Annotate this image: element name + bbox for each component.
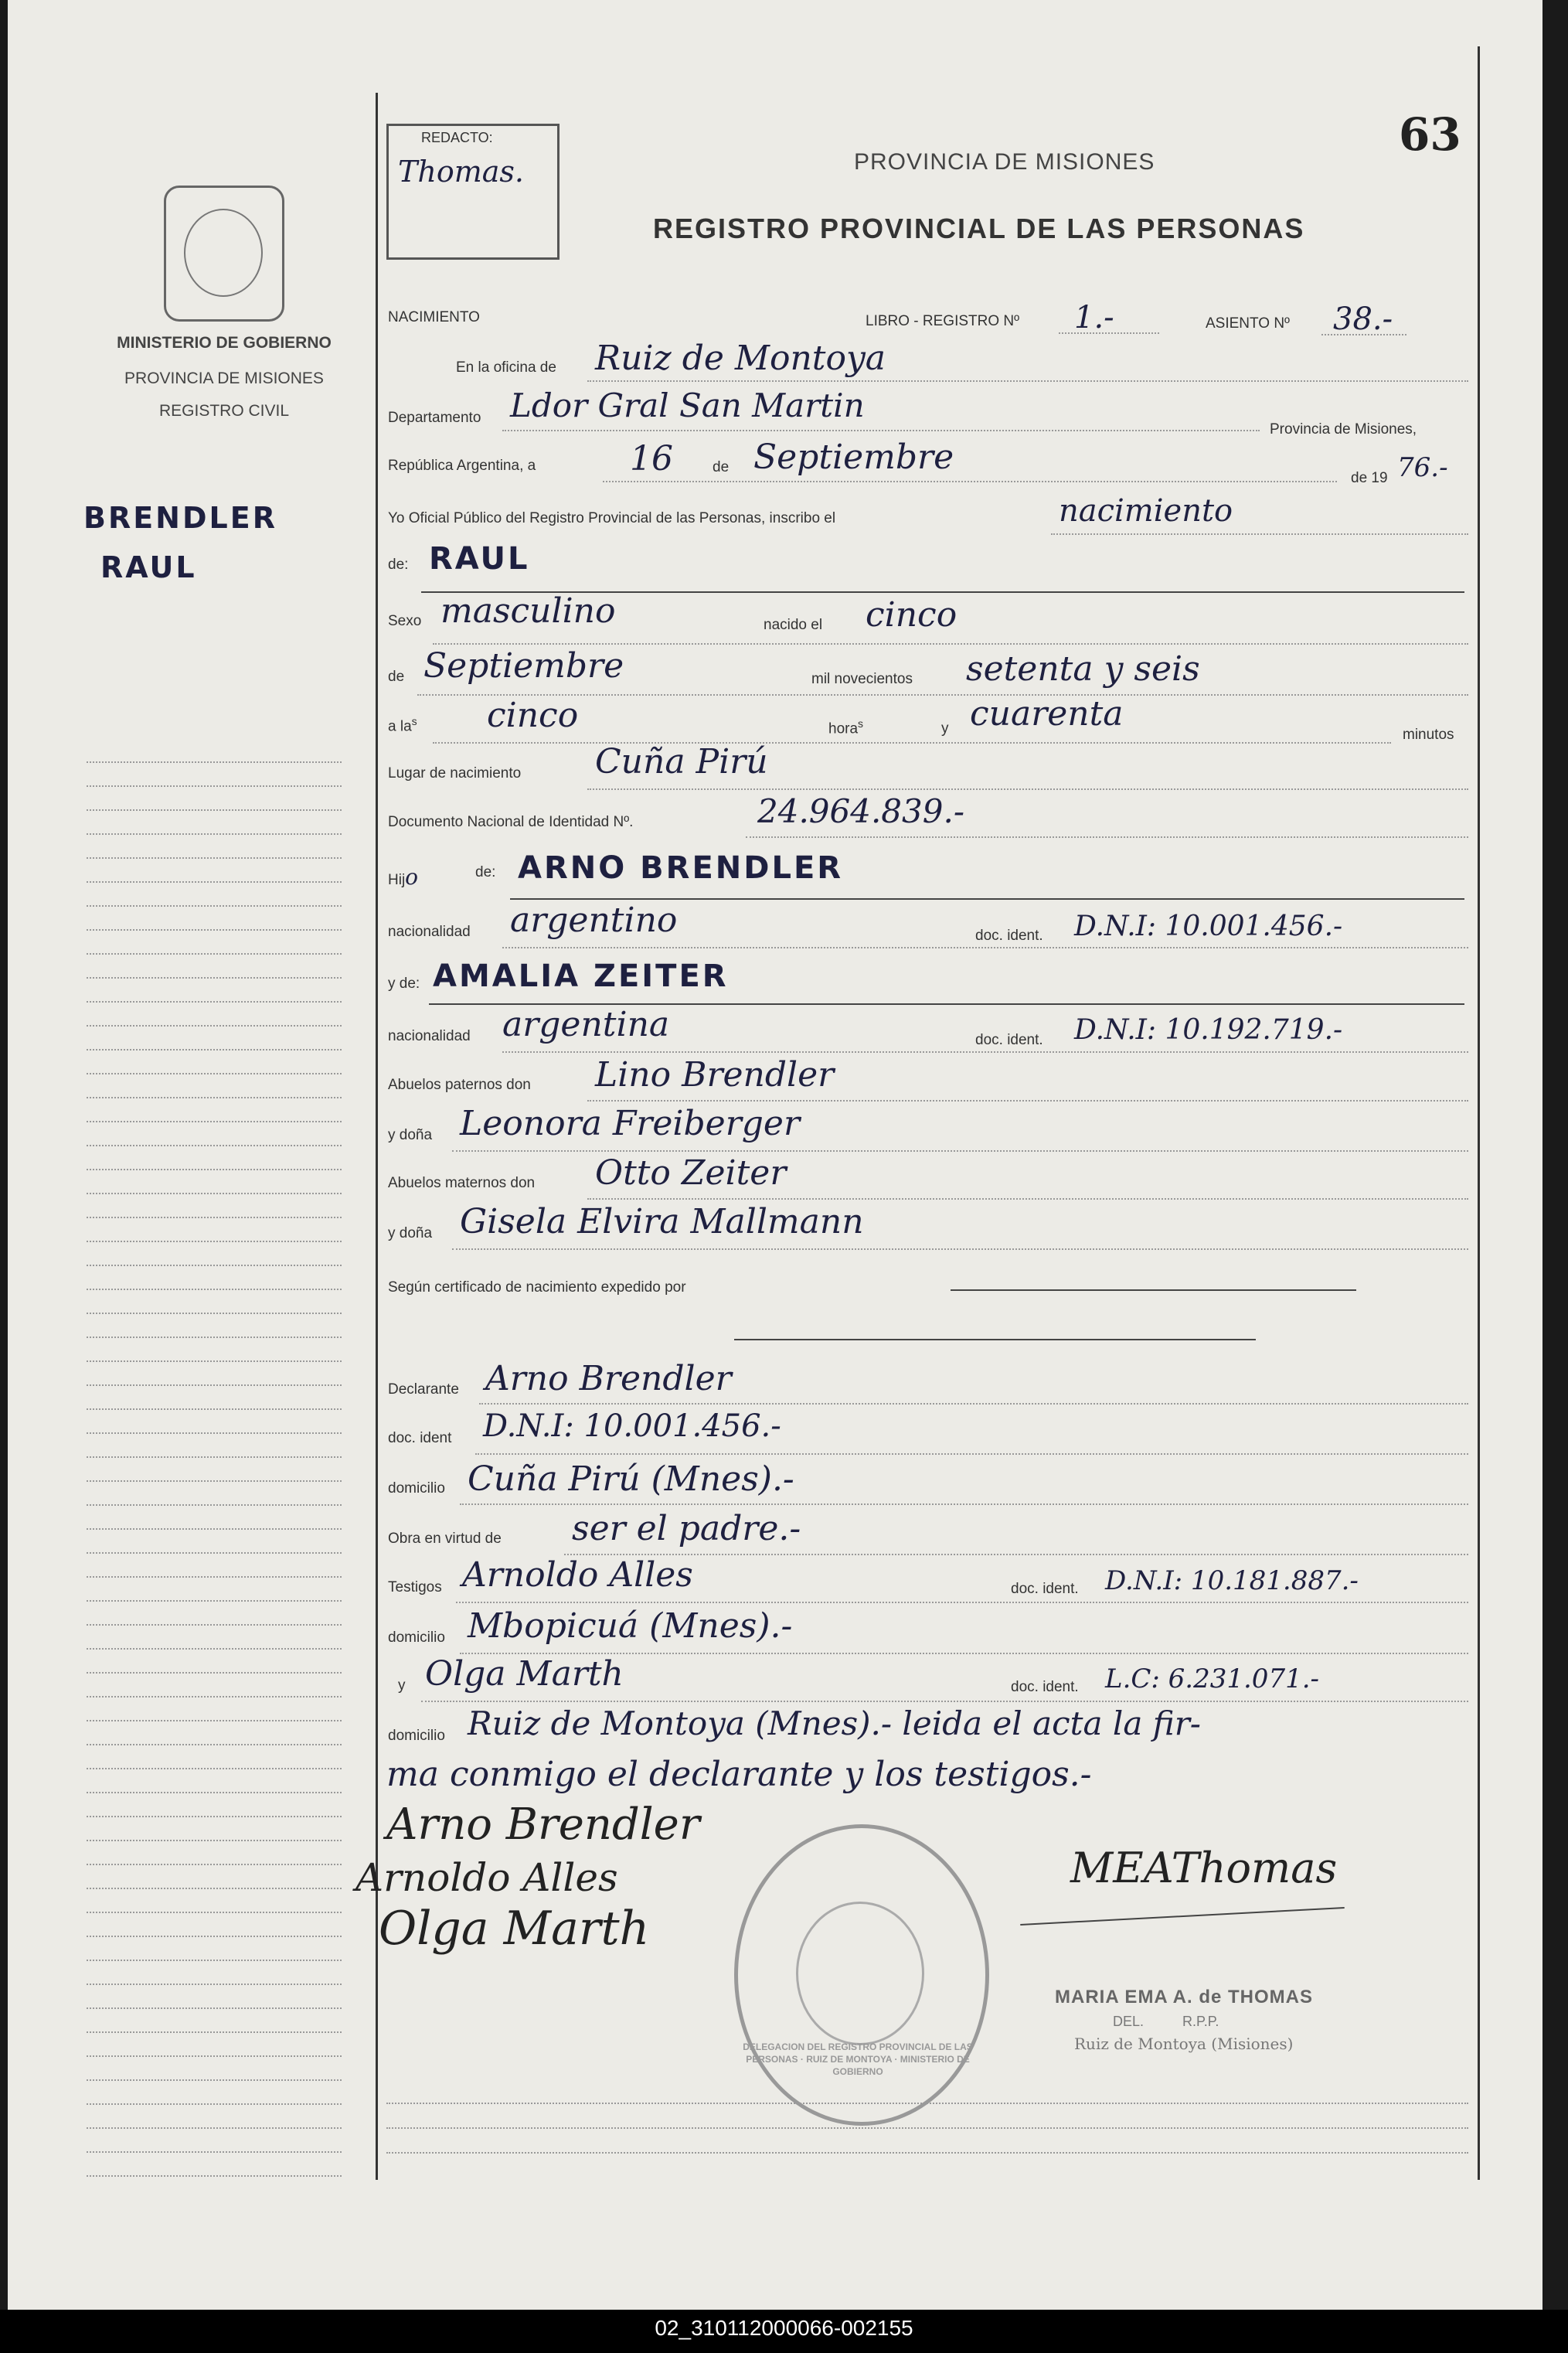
margin-rule-line <box>87 1025 342 1027</box>
official-place: Ruiz de Montoya (Misiones) <box>1074 2035 1294 2053</box>
margin-rule-line <box>87 1816 342 1817</box>
testigo1-line <box>456 1602 1468 1603</box>
signature-official: MEAThomas <box>1070 1844 1338 1892</box>
margin-rule-line <box>87 1480 342 1482</box>
margin-rule-line <box>87 2055 342 2057</box>
margin-rule-line <box>87 1265 342 1266</box>
fecha-line <box>603 481 1337 482</box>
obra-line <box>564 1554 1468 1555</box>
margin-rule-line <box>87 2103 342 2105</box>
margin-rule-line <box>87 1792 342 1793</box>
lugar-label: Lugar de nacimiento <box>388 765 522 781</box>
padre-nac-label: nacionalidad <box>388 924 471 940</box>
libro-label: LIBRO - REGISTRO Nº <box>866 313 1020 329</box>
documento-line <box>746 836 1468 838</box>
margin-rule-line <box>87 1121 342 1122</box>
nombre-value: RAUL <box>429 541 530 577</box>
abuelo-pat-line <box>587 1100 1468 1102</box>
margin-rule-line <box>87 929 342 931</box>
oficina-value: Ruiz de Montoya <box>595 339 886 378</box>
lugar-value: Cuña Pirú <box>595 742 768 781</box>
abuela-mat-label: y doña <box>388 1225 433 1241</box>
nacido-value: cinco <box>866 595 957 635</box>
nacido-label: nacido el <box>764 617 823 633</box>
margin-rule-line <box>87 1864 342 1865</box>
province-heading: PROVINCIA DE MISIONES <box>854 149 1155 175</box>
margin-surname: BRENDLER <box>83 501 277 535</box>
testigo1-value: Arnoldo Alles <box>462 1555 693 1595</box>
testigo2-value: Olga Marth <box>425 1654 624 1694</box>
ministry-seal-inner-icon <box>184 209 263 297</box>
testigo2-dom-value: Ruiz de Montoya (Mnes).- leida el acta la fir- <box>468 1704 1201 1742</box>
ala-label: a $la^s$ <box>388 715 417 735</box>
de3-label: de: <box>475 864 496 880</box>
de-nombre-label: de: <box>388 557 409 573</box>
margin-rule-line <box>87 1528 342 1530</box>
type-label: NACIMIENTO <box>388 309 480 325</box>
obra-value: ser el padre.- <box>572 1509 801 1548</box>
margin-rule-line <box>87 905 342 907</box>
declarante-dom-value: Cuña Pirú (Mnes).- <box>468 1459 794 1499</box>
hora-line <box>433 742 1391 744</box>
body-rule-line <box>386 2152 1468 2154</box>
madre-value: AMALIA ZEITER <box>433 959 729 994</box>
departamento-value: Ldor Gral San Martin <box>510 386 865 424</box>
margin-rule-line <box>87 1504 342 1506</box>
republica-label: República Argentina, a <box>388 458 536 474</box>
madre-doc-value: D.N.I: 10.192.719.- <box>1074 1014 1343 1046</box>
de19-label: de 19 <box>1351 470 1388 486</box>
margin-rule-line <box>87 1672 342 1674</box>
inscribo-value: nacimiento <box>1059 493 1233 529</box>
inscribo-line <box>1051 533 1468 535</box>
page-number: 63 <box>1399 108 1461 161</box>
margin-rule-line <box>87 857 342 859</box>
padre-doc-label: doc. ident. <box>975 928 1043 944</box>
declarante-label: Declarante <box>388 1381 459 1398</box>
margin-rule-line <box>87 1984 342 1985</box>
yde-label: y de: <box>388 976 420 992</box>
madre-nac-line <box>502 1051 1468 1053</box>
margin-rule-line <box>87 809 342 811</box>
margin-rule-line <box>87 1289 342 1290</box>
testigo1-dom-value: Mbopicuá (Mnes).- <box>468 1606 793 1646</box>
margin-rule-line <box>87 1456 342 1458</box>
abuelos-mat-label: Abuelos maternos don <box>388 1175 536 1191</box>
testigo2-dom-label: domicilio <box>388 1728 445 1744</box>
margin-rule-line <box>87 1936 342 1937</box>
margin-rule-line <box>87 1696 342 1697</box>
padre-value: ARNO BRENDLER <box>518 850 844 886</box>
margin-rule-line <box>87 1720 342 1721</box>
margin-rule-line <box>87 977 342 979</box>
margin-rule-line <box>87 1241 342 1242</box>
madre-doc-label: doc. ident. <box>975 1032 1043 1048</box>
redacto-value: Thomas. <box>398 155 524 189</box>
ministry-line2: PROVINCIA DE MISIONES <box>124 369 324 387</box>
closing-value: ma conmigo el declarante y los testigos.- <box>386 1755 1092 1794</box>
ministry-line3: REGISTRO CIVIL <box>158 402 290 420</box>
libro-value: 1.- <box>1074 300 1114 335</box>
margin-rule-line <box>87 785 342 787</box>
right-margin-rule <box>1478 116 1480 2180</box>
declarante-line <box>479 1403 1468 1405</box>
testigo2-doc-label: doc. ident. <box>1011 1679 1079 1695</box>
testigos-label: Testigos <box>388 1579 442 1595</box>
departamento-line <box>502 430 1260 431</box>
asiento-line <box>1321 334 1406 335</box>
margin-rule-line <box>87 1912 342 1913</box>
margin-rule-line <box>87 1193 342 1194</box>
sexo-value: masculino <box>440 591 616 631</box>
padre-doc-value: D.N.I: 10.001.456.- <box>1074 911 1343 942</box>
segun-line <box>951 1289 1356 1291</box>
margin-rule-line <box>87 2031 342 2033</box>
margin-rule-line <box>87 1600 342 1602</box>
declarante-doc-value: D.N.I: 10.001.456.- <box>483 1408 781 1444</box>
abuela-pat-label: y doña <box>388 1127 433 1143</box>
declarante-doc-line <box>475 1453 1468 1455</box>
margin-rule-line <box>87 1049 342 1051</box>
margin-rule-line <box>87 1384 342 1386</box>
abuelo-pat-value: Lino Brendler <box>595 1055 835 1095</box>
sexo-line <box>433 643 1468 645</box>
mes2-value: Septiembre <box>423 646 624 686</box>
margin-rule-line <box>87 953 342 955</box>
margin-rule-line <box>87 1768 342 1769</box>
y2-label: y <box>398 1677 406 1694</box>
margin-rule-line <box>87 1097 342 1098</box>
signature-testigo1: Arnoldo Alles <box>355 1855 618 1900</box>
abuela-mat-value: Gisela Elvira Mallmann <box>460 1202 864 1241</box>
declarante-dom-label: domicilio <box>388 1480 445 1497</box>
abuela-pat-line <box>452 1150 1468 1152</box>
margin-rule-line <box>87 1145 342 1146</box>
madre-nac-value: argentina <box>502 1005 670 1044</box>
oficina-line <box>587 380 1468 382</box>
padre-nac-value: argentino <box>510 901 678 940</box>
testigo1-dom-label: domicilio <box>388 1629 445 1646</box>
margin-rule-line <box>87 881 342 883</box>
testigo2-line <box>421 1701 1468 1702</box>
margin-rule-line <box>87 1169 342 1170</box>
margin-rule-line <box>87 1744 342 1745</box>
padre-nac-line <box>502 947 1468 948</box>
margin-rule-line <box>87 1432 342 1434</box>
margin-rule-line <box>87 1001 342 1003</box>
signature-declarante: Arno Brendler <box>386 1800 700 1850</box>
asiento-value: 38.- <box>1333 301 1393 337</box>
margin-rule-line <box>87 1313 342 1314</box>
body-rule-line <box>386 2103 1468 2104</box>
segun-line-2 <box>734 1339 1256 1340</box>
departamento-label: Departamento <box>388 410 481 426</box>
abuela-mat-line <box>452 1248 1468 1250</box>
oficial-label: Yo Oficial Público del Registro Provincial de las Personas, inscribo el <box>388 510 836 526</box>
obra-label: Obra en virtud de <box>388 1531 502 1547</box>
abuelo-mat-line <box>587 1198 1468 1200</box>
testigo2-doc-value: L.C: 6.231.071.- <box>1105 1663 1319 1694</box>
mil-label: mil novecientos <box>811 671 913 687</box>
declarante-doc-label: doc. ident <box>388 1430 452 1446</box>
oficina-label: En la oficina de <box>456 359 556 376</box>
ministry-line1: MINISTERIO DE GOBIERNO <box>117 334 332 352</box>
footer-id: 02_310112000066-002155 <box>655 2316 913 2340</box>
margin-rule-line <box>87 1888 342 1889</box>
margin-rule-line <box>87 2127 342 2129</box>
margin-rule-line <box>87 1073 342 1074</box>
margin-rule-line <box>87 2151 342 2153</box>
margin-rule-line <box>87 2175 342 2177</box>
minutos-label: minutos <box>1403 727 1454 743</box>
madre-nac-label: nacionalidad <box>388 1028 471 1044</box>
official-name: MARIA EMA A. de THOMAS <box>1055 1987 1313 2007</box>
margin-name: RAUL <box>100 550 197 584</box>
documento-value: 24.964.839.- <box>757 792 965 830</box>
provincia-label: Provincia de Misiones, <box>1270 421 1417 438</box>
margin-rule-line <box>87 2007 342 2009</box>
de-label: de <box>713 459 730 475</box>
documento-label: Documento Nacional de Identidad Nº. <box>388 814 634 830</box>
segun-label: Según certificado de nacimiento expedido por <box>388 1279 686 1296</box>
de2-label: de <box>388 669 405 685</box>
margin-rule-line <box>87 1217 342 1218</box>
hijo-label: Hijo <box>388 864 419 890</box>
margin-rule-line <box>87 1337 342 1338</box>
official-title: DEL. R.P.P. <box>1113 2014 1219 2029</box>
registry-stamp-emblem-icon <box>796 1902 924 2045</box>
dia-value: 16 <box>630 439 673 478</box>
anio-value: 76.- <box>1397 452 1448 483</box>
margin-rule-line <box>87 1648 342 1650</box>
minutos-value: cuarenta <box>970 694 1124 734</box>
body-rule-line <box>386 2127 1468 2129</box>
registry-heading: REGISTRO PROVINCIAL DE LAS PERSONAS <box>653 213 1305 244</box>
asiento-label: ASIENTO Nº <box>1206 315 1290 332</box>
padre-line <box>510 898 1464 900</box>
sexo-label: Sexo <box>388 613 422 629</box>
y-label: y <box>941 720 949 737</box>
margin-rule-line <box>87 1408 342 1410</box>
margin-rule-line <box>87 1624 342 1626</box>
anio2-value: setenta y seis <box>966 649 1200 689</box>
lugar-line <box>587 788 1468 790</box>
margin-rule-line <box>87 1552 342 1554</box>
abuelo-mat-value: Otto Zeiter <box>595 1153 787 1193</box>
horas-label: hora$^s$ <box>828 717 864 737</box>
margin-rule-line <box>87 1576 342 1578</box>
margin-rule-line <box>87 833 342 835</box>
declarante-dom-line <box>460 1503 1468 1505</box>
signature-testigo2: Olga Marth <box>379 1902 650 1956</box>
redacto-label: REDACTO: <box>421 130 493 145</box>
margin-rule-line <box>87 2079 342 2081</box>
testigo1-doc-value: D.N.I: 10.181.887.- <box>1105 1565 1359 1596</box>
mes-value: Septiembre <box>753 438 954 477</box>
declarante-value: Arno Brendler <box>485 1359 732 1398</box>
abuela-pat-value: Leonora Freiberger <box>460 1104 800 1143</box>
top-right-rule <box>1478 46 1480 124</box>
margin-rule-line <box>87 1960 342 1961</box>
hora-value: cinco <box>487 696 579 735</box>
margin-rule-line <box>87 761 342 763</box>
libro-line <box>1059 332 1159 334</box>
testigo1-doc-label: doc. ident. <box>1011 1581 1079 1597</box>
margin-rule-line <box>87 1840 342 1841</box>
abuelos-pat-label: Abuelos paternos don <box>388 1077 531 1093</box>
margin-rule-line <box>87 1360 342 1362</box>
stamp-text: DELEGACION DEL REGISTRO PROVINCIAL DE LAS PERSONAS · RUIZ DE MONTOYA · MINISTERIO DE GOBIERNO <box>743 2041 973 2077</box>
